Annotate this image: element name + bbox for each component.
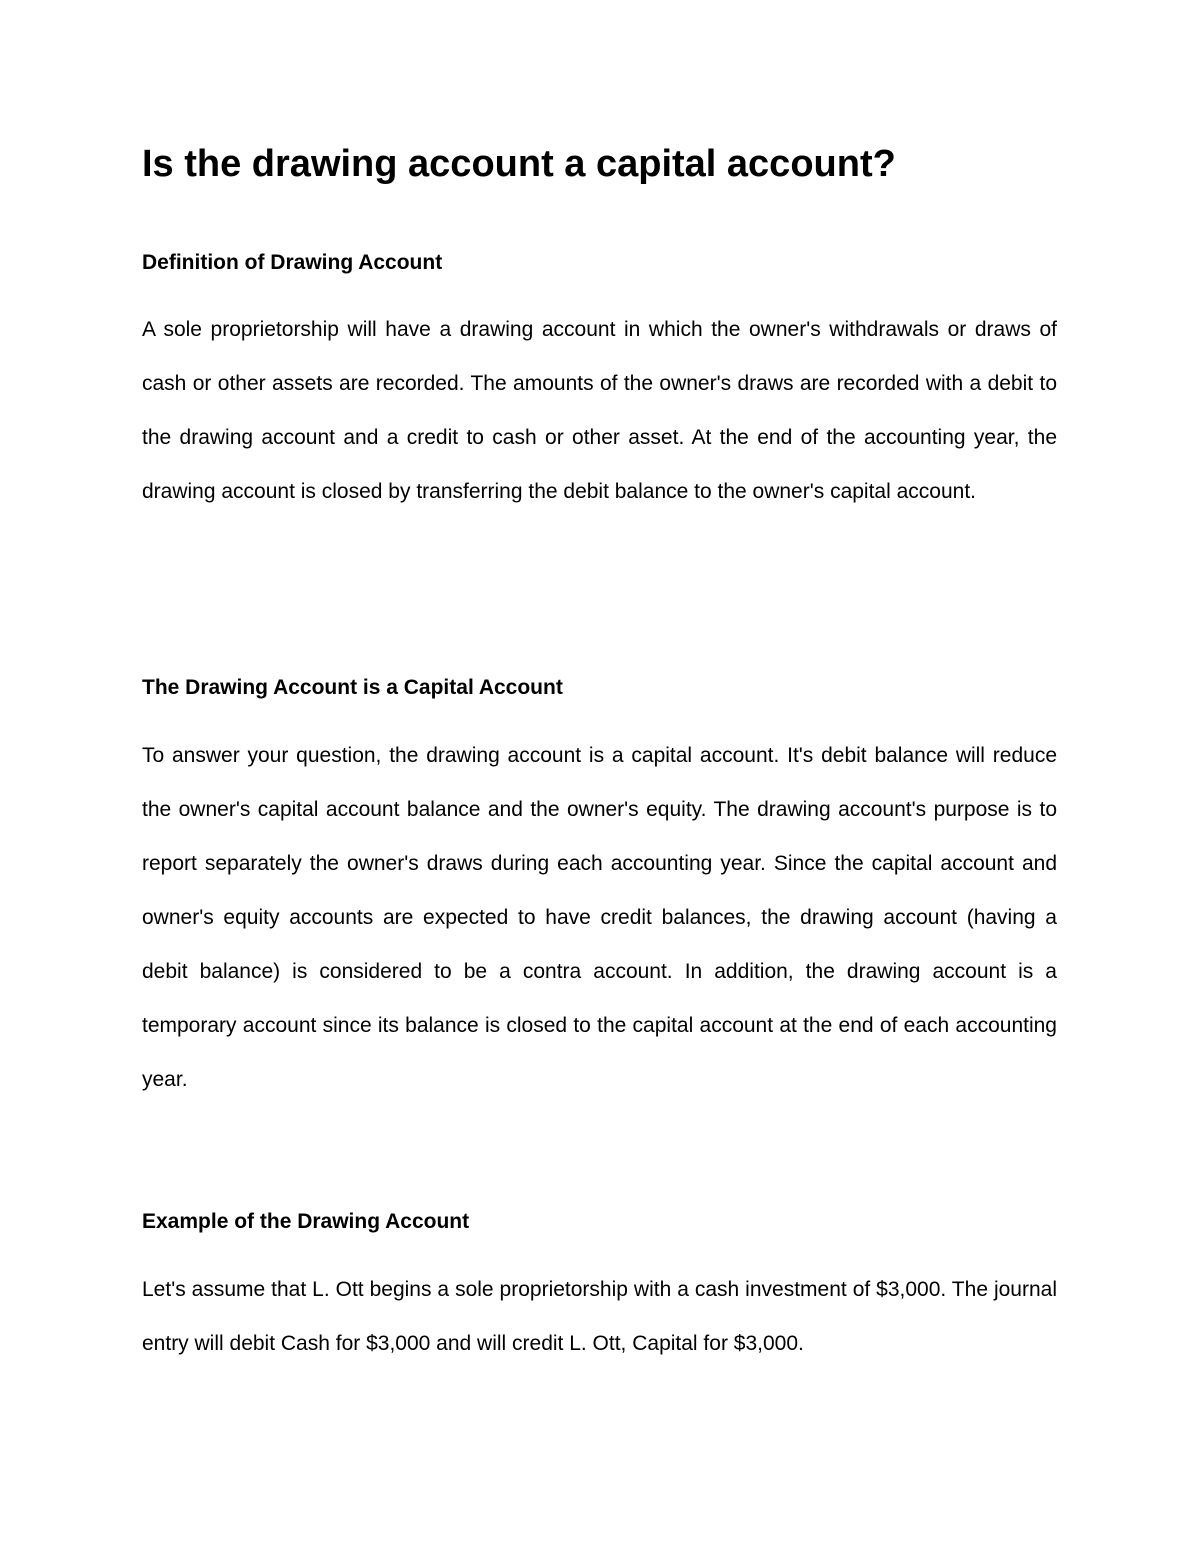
section-heading-definition: Definition of Drawing Account <box>142 251 443 274</box>
section-heading-capital-account: The Drawing Account is a Capital Account <box>142 676 563 699</box>
paragraph-capital-account: To answer your question, the drawing account is a capital account. It's debit balance will reduce the owner's capital account balance and the owner's equity. The drawing account's purpose is to report separately the owner's draws during each accounting year. Since the capital account and owner's equity accounts are expected to have credit balances, the drawing account (having a debit balance) is considered to be a contra account. In addition, the drawing account is a temporary account since its balance is closed to the capital account at the end of each accounting year. <box>142 744 1057 1091</box>
document-content <box>142 138 1057 1355</box>
section-heading-example: Example of the Drawing Account <box>142 1210 470 1233</box>
paragraph-definition: A sole proprietorship will have a drawing account in which the owner's withdrawals or draws of cash or other assets are recorded. The amounts of the owner's draws are recorded with a debit to the drawing account and a credit to cash or other asset. At the end of the accounting year, the drawing account is closed by transferring the debit balance to the owner's capital account. <box>142 318 1057 503</box>
document-title: Is the drawing account a capital account? <box>142 143 896 185</box>
paragraph-example: Let's assume that L. Ott begins a sole proprietorship with a cash investment of $3,000. The journal entry will debit Cash for $3,000 and will credit L. Ott, Capital for $3,000. <box>142 1278 1057 1355</box>
